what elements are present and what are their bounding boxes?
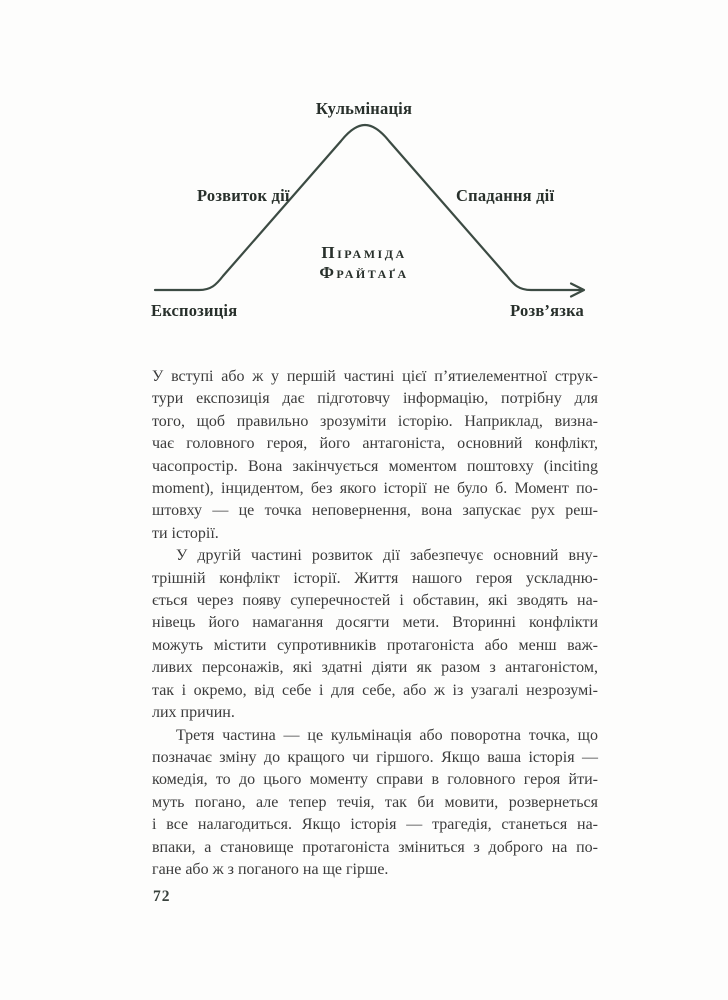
text-line: чає головного героя, його антагоніста, основний конфлікт, [152, 435, 598, 453]
text-line: тури експозиція дає підготовчу інформацію, потрібну для [152, 390, 598, 408]
page-number: 72 [153, 888, 171, 905]
label-climax: Кульмінація [315, 99, 413, 118]
text-line: того, щоб правильно зрозуміти історію. Наприклад, визна- [152, 412, 598, 430]
text-line: і все налагодиться. Якщо історія — трагедія, станеться на- [152, 816, 598, 834]
text-line: трішній конфлікт історії. Життя нашого героя ускладню- [152, 569, 598, 587]
diagram-title [0, 243, 728, 283]
diagram-title-line2: Фрайтаґа [319, 263, 409, 282]
text-line: штовху — це точка неповернення, вона запускає рух реш- [152, 502, 598, 520]
text-line: так і окремо, від себе і для себе, або ж із узагалі незрозумі- [152, 681, 598, 699]
label-exposition: Експозиція [151, 301, 238, 320]
label-falling-action: Спадання дії [456, 186, 555, 205]
paragraph-3 [152, 725, 598, 882]
text-line: впаки, а становище протагоніста зміниться з доброго на по- [152, 838, 598, 856]
text-line: лих причин. [152, 704, 235, 722]
text-line: У вступі або ж у першій частині цієї п’ятиелементної струк- [152, 368, 598, 385]
text-line: У другій частині розвиток дії забезпечує основний вну- [176, 547, 598, 565]
paragraph-1 [152, 366, 598, 545]
text-line: Третя частина — це кульмінація або поворотна точка, що [176, 726, 598, 744]
text-line: гане або ж з поганого на ще гірше. [152, 860, 389, 878]
text-line: moment), інцидентом, без якого історії не було б. Момент по- [152, 480, 598, 498]
text-line: ється через появу суперечностей і обставин, які зводять на- [152, 592, 598, 610]
text-line: позначає зміну до кращого чи гіршого. Якщо ваша історія — [152, 748, 598, 766]
label-resolution: Розв’язка [510, 301, 584, 320]
freytag-curve-graphic [0, 0, 728, 340]
body-text [152, 366, 598, 881]
text-line: нівець його намагання досягти мети. Вторинні конфлікти [152, 614, 598, 632]
text-line: ти історії. [152, 524, 219, 542]
text-line: можуть містити супротивників протагоніста або менш важ- [152, 636, 598, 654]
text-line: комедія, то до цього моменту справи в головного героя йти- [152, 771, 598, 789]
text-line: ливих персонажів, які здатні діяти як разом з антагоністом, [152, 659, 598, 677]
text-line: часопростір. Вона закінчується моментом поштовху (inciting [152, 457, 598, 475]
freytag-pyramid-diagram [0, 0, 728, 340]
text-line: муть погано, але тепер течія, так би мовити, розвернеться [152, 793, 598, 811]
paragraph-2 [152, 545, 598, 724]
diagram-title-line1: Піраміда [321, 243, 407, 262]
label-rising-action: Розвиток дії [197, 186, 290, 205]
